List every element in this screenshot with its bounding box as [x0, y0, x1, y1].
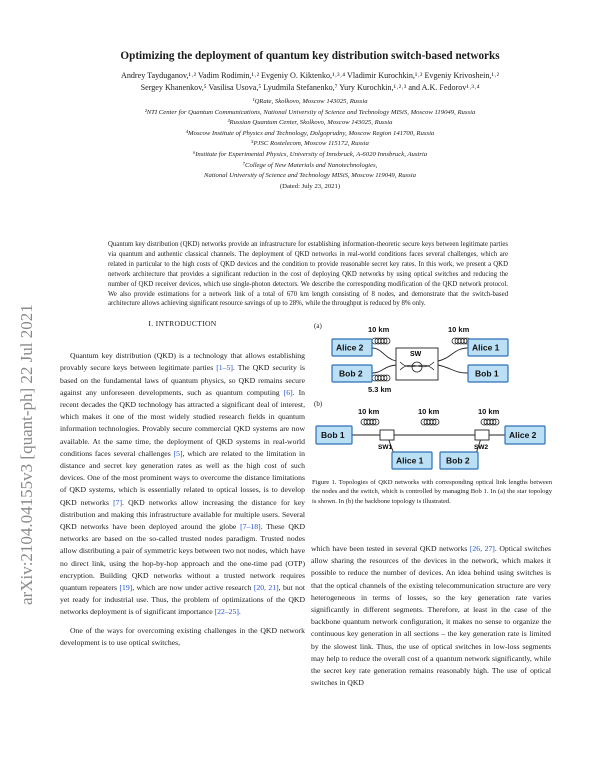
fibre-coil-icon [481, 419, 499, 425]
switch-sw1 [378, 430, 394, 451]
fibre-coil-icon [452, 338, 470, 344]
citation-link[interactable]: [1–5] [216, 363, 233, 373]
fibre-line [372, 348, 396, 361]
author-line-1: Andrey Tayduganov,¹˒² Vadim Rodimin,¹˒² Evgeniy O. Kiktenko,¹˒³˒⁴ Vladimir Kurochkin,¹˒² Evgeniy Krivoshein,¹˒² [120, 71, 499, 80]
figure-1-diagram [312, 318, 552, 476]
fibre-line [438, 348, 468, 361]
citation-link[interactable]: [22–25] [214, 607, 239, 617]
author-line-2: Sergey Khanenkov,⁵ Vasilisa Usova,⁵ Lyudmila Stefanenko,⁷ Yury Kurochkin,¹˒²˒³ and A.K. Fedorov¹˒³˒⁴ [140, 83, 480, 92]
distance-label: 5.3 km [368, 385, 392, 394]
intro-text: , which are related to the limitation in distance and secret key generation rates as well as the high cost of such devices. One of the most prominent ways to overcome the distance limitations of QKD systems, which is essentially related to optical losses, is to develop QKD networks [60, 448, 306, 507]
right-paragraph [311, 543, 551, 689]
intro-text: . The QKD security is based on the fundamental laws of quantum physics, so QKD remains secure against any unforeseen developments, such as quantum computing [60, 363, 305, 397]
author-list [60, 70, 560, 94]
node-alice-2-backbone [505, 426, 545, 444]
node-alice-2 [332, 339, 372, 356]
node-label: Bob 2 [339, 368, 363, 379]
affiliation-4: ⁴Moscow Institute of Physics and Technology, Dolgoprudny, Moscow Region 141700, Russia [185, 129, 435, 137]
affiliation-1: ¹QRate, Skolkovo, Moscow 143025, Russia [252, 98, 368, 105]
paper-title: Optimizing the deployment of quantum key distribution switch-based networks [120, 50, 500, 62]
citation-link[interactable]: [19] [119, 583, 133, 593]
right-column [311, 543, 551, 689]
fibre-coil-icon [372, 338, 390, 344]
citation-link[interactable]: [7] [113, 497, 123, 507]
node-bob-2-backbone [440, 452, 478, 469]
fibre-line [372, 365, 396, 373]
distance-label: 10 km [448, 325, 470, 334]
node-bob-1 [468, 365, 508, 382]
fibre-coil-icon [361, 419, 379, 425]
node-label: Bob 2 [446, 455, 470, 466]
intro-text: . QKD networks allow increasing the distance for key distribution and making this infrastructure available for multiple users. Several QKD networks have been deployed around the globe [60, 497, 305, 532]
distance-label: 10 km [418, 407, 440, 416]
intro-paragraph-1 [60, 350, 305, 618]
abstract: Quantum key distribution (QKD) networks provide an infrastructure for establishing information-theoretic secure keys between legitimate parties via quantum and authentic classical channels. The deployment of QKD networks in real-world conditions faces several challenges, which are related in particular to the high costs of QKD devices and the condition to provide reasonable secret key rates. In this work, we present a QKD network architecture that provides a significant reduction in the cost of deploying QKD networks by using optical switches and reducing the number of QKD receiver devices, which use single-photon detectors. We describe the corresponding modification of the QKD network protocol. We also provide estimations for a network link of a total of 670 km length consisting of 8 nodes, and demonstrate that the switch-based architecture allows achieving significant resource savings of up to 28%, while the throughput is reduced by 8% only. [108, 241, 508, 308]
panel-b-label: (b) [314, 400, 323, 408]
section-heading-introduction: I. INTRODUCTION [148, 319, 217, 328]
body-text: . Optical switches allow sharing the resources of the devices in the network, which makes it possible to reduce the number of devices. An idea behind using switches is that the optical channels of the existing telecommunication structure are very heterogeneous in terms of losses, so the key generation rate varies significantly in different segments. Therefore, at least in the case of the backbone quantum network configuration, it makes no sense to organize the continuous key generation in all sections – the key generation rate is limited by the slowest link. Thus, the use of optical switches in low-loss segments may help to reduce the overall cost of a quantum network significantly, while the secret key rate generation remains reasonably high. The use of optical switches in QKD [311, 544, 551, 688]
figure-1 [312, 318, 552, 538]
affiliation-7-cont: National University of Science and Technology MISiS, Moscow 119049, Russia [204, 172, 416, 180]
left-column [60, 318, 305, 649]
intro-text: , which are now under active research [132, 583, 254, 593]
intro-paragraph-2: One of the ways for overcoming existing challenges in the QKD network development is to use optical switches, [60, 625, 305, 647]
arxiv-identifier-stamp [4, 150, 44, 610]
switch-label: SW [410, 351, 422, 358]
affiliation-list [60, 97, 560, 192]
citation-link[interactable]: [20, 21] [253, 583, 279, 593]
intro-text: . In recent decades the QKD technology has attracted a significant deal of interest, which makes it one of the most widely studied research fields in quantum information technologies. Provably secure commercial QKD systems are now available. At the same time, the deployment of QKD systems in real-world conditions faces several challenges [60, 387, 306, 458]
node-alice-1 [468, 339, 508, 356]
arxiv-id-text: arXiv:2104.04155v3 [quant-ph] 22 Jul 2021 [17, 304, 36, 605]
body-text: which have been tested in several QKD networks [311, 544, 470, 553]
figure-1-caption: Figure 1. Topologies of QKD networks with corresponding optical link lengths between the nodes and the switch, which is controlled by managing Bob 1. In (a) the star topology is shown. In (b) the backbone topology is illustrated. [312, 479, 552, 505]
switch-label: SW2 [474, 444, 489, 451]
node-label: Alice 1 [472, 342, 500, 353]
affiliation-6: ⁶Institute for Experimental Physics, University of Innsbruck, A-6020 Innsbruck, Austria [192, 150, 428, 158]
fibre-coil-icon [372, 375, 390, 381]
intro-text: . These QKD networks are based on the so-called trusted nodes paradigm. Trusted nodes allow distributing a pair of symmetric keys between two not nodes, which have no direct link, using the hop-by-hop approach and the one-time pad (OTP) encryption. Building QKD networks without a trusted network requires quantum repeaters [60, 522, 306, 593]
switch-sw [396, 348, 438, 380]
citation-link[interactable]: [26, 27] [469, 544, 495, 553]
affiliation-3: ³Russian Quantum Center, Skolkovo, Moscow 143025, Russia [227, 119, 393, 127]
citation-link[interactable]: [6] [283, 387, 293, 397]
citation-link[interactable]: [5] [173, 448, 183, 458]
node-label: Alice 1 [396, 455, 424, 466]
panel-a-label: (a) [314, 322, 322, 330]
distance-label: 10 km [368, 325, 390, 334]
intro-text: Quantum key distribution (QKD) is a technology that allows establishing provably secure keys between legitimate parties [60, 351, 305, 373]
node-label: Alice 2 [336, 342, 364, 353]
node-bob-1-backbone [316, 426, 352, 444]
distance-label: 10 km [358, 407, 380, 416]
node-label: Bob 1 [321, 430, 345, 440]
affiliation-5: ⁵PJSC Rostelecom, Moscow 115172, Russia [251, 140, 369, 148]
date-line: (Dated: July 23, 2021) [279, 182, 341, 190]
fibre-line [438, 365, 468, 373]
node-alice-1-backbone [392, 452, 432, 469]
node-label: Bob 1 [475, 368, 499, 379]
distance-label: 10 km [478, 407, 500, 416]
node-label: Alice 2 [509, 430, 537, 440]
node-bob-2 [332, 365, 372, 382]
switch-sw2 [474, 430, 489, 451]
affiliation-7: ⁷College of New Materials and Nanotechnologies, [242, 161, 378, 169]
intro-text: . [238, 607, 241, 617]
intro-text: , but not yet ready for industrial use. Thus, the problem of optimizations of the QKD networks deployment is of significant importance [60, 583, 305, 617]
affiliation-2: ²NTI Center for Quantum Communications, National University of Science and Technology MISiS, Moscow 119049, Russia [144, 108, 476, 116]
switch-label: SW1 [378, 444, 393, 451]
fibre-coil-icon [421, 419, 439, 425]
citation-link[interactable]: [7–18] [240, 522, 261, 532]
